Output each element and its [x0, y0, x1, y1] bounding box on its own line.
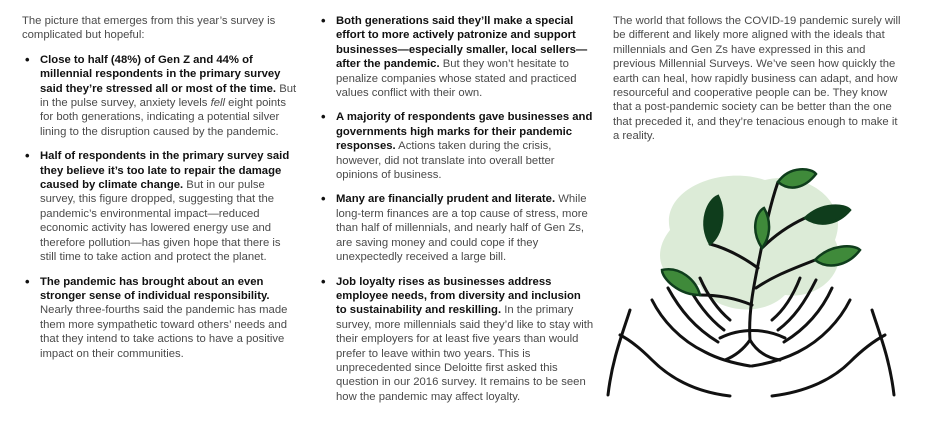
bullet-heading: Half of respondents in the primary survey said they believe it’s too late to repair the damage caused by climate change. [40, 150, 290, 192]
closing-paragraph: The world that follows the COVID-19 pandemic surely will be different and likely more aligned with the ideals that millennials and Gen Zs have expressed in this and previous Millennial Surveys. We’ve seen how quickly the earth can heal, how rapidly business can adapt, and how resourceful and cooperative people can be. They know that a post-pandemic society can be better than the one that preceded it, and they’re tenacious enough to make it a reality. [613, 15, 901, 143]
list-item [318, 275, 594, 405]
bullet-list-left [22, 53, 297, 361]
list-item [22, 149, 297, 264]
bullet-body: While long-term finances are a top cause of stress, more than half of millennials, and nearly half of Gen Zs, are saving money and could cope if they unexpectedly received a large bill. [336, 193, 588, 264]
column-middle [318, 14, 594, 414]
bullet-body: Actions taken during the crisis, however, did not translate into overall better opinions of business. [336, 140, 555, 182]
column-right [613, 14, 903, 154]
bullet-heading: Both generations said they’ll make a special effort to more actively patronize and support businesses—especially smaller, local sellers—after the pandemic. [336, 15, 588, 71]
bullet-list-middle [318, 14, 594, 404]
list-item [22, 53, 297, 139]
bullet-emphasis: fell [210, 97, 226, 110]
list-item [22, 275, 297, 361]
bullet-heading: The pandemic has brought about an even stronger sense of individual responsibility. [40, 275, 270, 302]
intro-text: The picture that emerges from this year’s survey is complicated but hopeful: [22, 15, 276, 42]
hands-holding-seedling-icon [600, 160, 900, 440]
bullet-body: But they won’t hesitate to penalize companies whose stated and practiced values conflict with their own. [336, 58, 577, 100]
bullet-body: But in our pulse survey, this figure dropped, suggesting that the pandemic’s environmental impact—reduced economic activity has lowered energy use and therefore pollution—has given hope that there is still time to take action and protect the planet. [40, 179, 281, 264]
bullet-body: eight points for both generations, indicating a potential silver lining to the disruption caused by the pandemic. [40, 97, 286, 138]
column-left [22, 14, 297, 371]
list-item [318, 192, 594, 264]
list-item [318, 110, 594, 182]
bullet-body: But in the pulse survey, anxiety levels [40, 82, 297, 110]
bullet-body: Nearly three-fourths said the pandemic has made them more sympathetic toward others’ needs and that they intend to take actions to have a positive impact on their communities. [40, 304, 288, 360]
bullet-heading: Job loyalty rises as businesses address employee needs, from diversity and inclusion to sustainability and reskilling. [336, 275, 581, 317]
bullet-heading: Many are financially prudent and literate. [336, 193, 556, 206]
bullet-heading: Close to half (48%) of Gen Z and 44% of millennial respondents in the primary survey said they’re stressed all or most of the time. [40, 53, 281, 95]
bullet-heading: A majority of respondents gave businesses and governments high marks for their pandemic responses. [336, 111, 593, 153]
bullet-body: In the primary survey, more millennials said they’d like to stay with their employers for at least five years than would prefer to leave within two years. This is unprecedented since Deloitte first asked this question in our 2016 survey. It remains to be seen how the pandemic may affect loyalty. [336, 304, 594, 403]
list-item [318, 14, 594, 100]
